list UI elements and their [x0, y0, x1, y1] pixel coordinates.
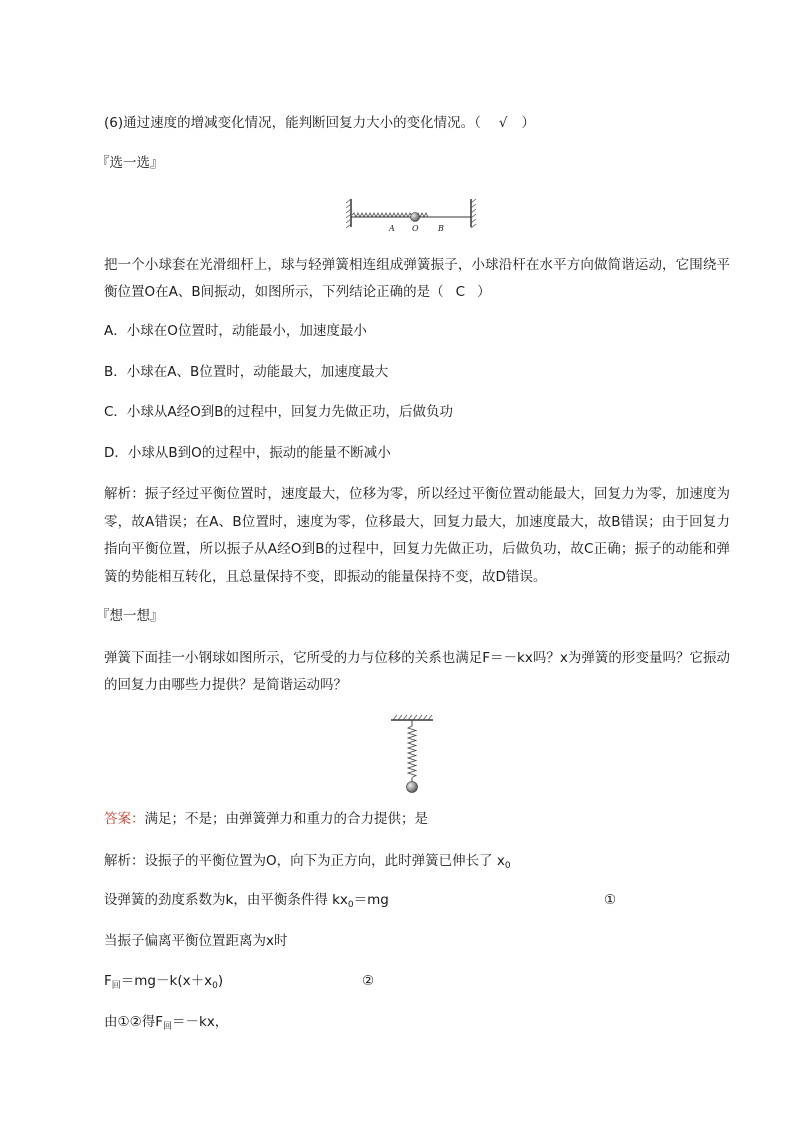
ball-vertical: [407, 782, 418, 793]
analysis-2-line-3: 当振子偏离平衡位置距离为x时: [104, 933, 288, 949]
label-b: B: [438, 224, 444, 233]
option-b: B．小球在A、B位置时，动能最大，加速度最大: [104, 364, 389, 380]
horizontal-oscillator-figure: [346, 197, 486, 237]
q6-text: (6)通过速度的增减变化情况，能判断回复力大小的变化情况。（: [104, 115, 481, 131]
answer-line: [104, 813, 428, 827]
analysis-2-line-2: 设弹簧的劲度系数为k，由平衡条件得 $kx_0=mg$: [104, 892, 389, 910]
analysis-2-line-1: 解析：设振子的平衡位置为O，向下为正方向，此时弹簧已伸长了 $x_0$: [104, 853, 511, 871]
q6-close: ）: [521, 115, 535, 131]
analysis-2-line-5: 由①②得$F_回=-kx$，: [104, 1014, 229, 1032]
analysis-1: 解析：振子经过平衡位置时，速度最大，位移为零，所以经过平衡位置动能最大，回复力为零，加速度为零，故A错误；在A、B位置时，速度为零，位移最大，回复力最大，加速度最大，故B错误；由于回复力指向平衡位置，所以振子从A经O到B的过程中，回复力先做正功，后做负功，故C正确；振子的动能和弹簧的势能相互转化，且总量保持不变，即振动的能量保持不变，故D错误。: [104, 486, 730, 585]
q6-mark: √: [498, 115, 508, 131]
option-c: C．小球从A经O到B的过程中，回复力先做正功，后做负功: [104, 404, 454, 420]
question-stem: 把一个小球套在光滑细杆上，球与轻弹簧相连组成弹簧振子，小球沿杆在水平方向做简谐运动，它围绕平衡位置O在A、B间振动，如图所示，下列结论正确的是（ C ）: [104, 257, 730, 300]
answer-label: 答案：: [104, 811, 145, 827]
section-select-heading: 『选一选』: [96, 155, 164, 171]
equation-mark-2: ②: [362, 973, 375, 989]
analysis-2-line-4: $F_回=mg-k(x+x_0)$: [104, 973, 224, 991]
think-question: 弹簧下面挂一小钢球如图所示，它所受的力与位移的关系也满足F＝－kx吗？x为弹簧的形变量吗？它振动的回复力由哪些力提供？是简谐运动吗？: [104, 650, 730, 693]
option-a: A．小球在O位置时，动能最小，加速度最小: [104, 323, 367, 339]
q6-line: [104, 117, 535, 131]
section-think-heading: 『想一想』: [96, 608, 164, 624]
spring-vertical: [408, 726, 416, 778]
equation-mark-1: ①: [604, 892, 617, 908]
answer-text: 满足；不是；由弹簧弹力和重力的合力提供；是: [144, 811, 428, 827]
vertical-spring-figure: [387, 714, 437, 794]
option-d: D．小球从B到O的过程中，振动的能量不断减小: [104, 445, 391, 461]
question-answer: C: [455, 284, 466, 300]
label-o: O: [412, 224, 419, 233]
ball-horizontal: [411, 213, 420, 222]
label-a: A: [389, 224, 395, 233]
